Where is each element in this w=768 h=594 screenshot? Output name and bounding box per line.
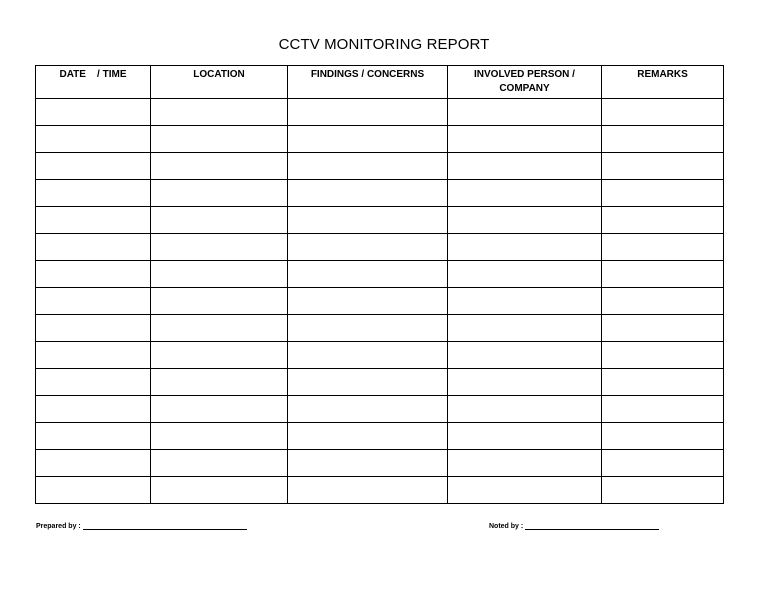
column-header-involved-person: INVOLVED PERSON / COMPANY	[448, 66, 602, 99]
table-cell[interactable]	[36, 234, 151, 261]
table-row	[36, 207, 724, 234]
table-cell[interactable]	[602, 396, 724, 423]
table-cell[interactable]	[151, 369, 288, 396]
table-cell[interactable]	[151, 477, 288, 504]
prepared-by-label: Prepared by :	[36, 523, 81, 530]
prepared-by-field	[36, 521, 247, 530]
table-row	[36, 261, 724, 288]
noted-by-label: Noted by :	[489, 523, 524, 530]
table-cell[interactable]	[36, 207, 151, 234]
table-cell[interactable]	[602, 207, 724, 234]
table-cell[interactable]	[448, 126, 602, 153]
table-cell[interactable]	[288, 450, 448, 477]
report-table	[35, 65, 724, 504]
table-cell[interactable]	[602, 99, 724, 126]
table-row	[36, 180, 724, 207]
table-cell[interactable]	[151, 342, 288, 369]
table-cell[interactable]	[151, 396, 288, 423]
table-cell[interactable]	[448, 396, 602, 423]
table-cell[interactable]	[602, 261, 724, 288]
table-cell[interactable]	[288, 126, 448, 153]
report-title: CCTV MONITORING REPORT	[278, 36, 490, 53]
table-cell[interactable]	[151, 99, 288, 126]
table-cell[interactable]	[448, 99, 602, 126]
column-header-location: LOCATION	[151, 66, 288, 99]
table-cell[interactable]	[36, 288, 151, 315]
table-cell[interactable]	[448, 369, 602, 396]
table-row	[36, 153, 724, 180]
table-cell[interactable]	[448, 477, 602, 504]
table-cell[interactable]	[448, 153, 602, 180]
table-header-row	[36, 66, 724, 99]
noted-by-field	[489, 521, 659, 530]
table-cell[interactable]	[151, 207, 288, 234]
table-cell[interactable]	[36, 477, 151, 504]
table-cell[interactable]	[36, 342, 151, 369]
table-cell[interactable]	[36, 315, 151, 342]
table-cell[interactable]	[288, 153, 448, 180]
table-cell[interactable]	[151, 126, 288, 153]
table-cell[interactable]	[288, 423, 448, 450]
table-cell[interactable]	[288, 180, 448, 207]
table-cell[interactable]	[36, 99, 151, 126]
table-cell[interactable]	[151, 180, 288, 207]
table-row	[36, 369, 724, 396]
table-row	[36, 234, 724, 261]
table-cell[interactable]	[151, 288, 288, 315]
table-cell[interactable]	[448, 450, 602, 477]
table-cell[interactable]	[288, 369, 448, 396]
table-row	[36, 99, 724, 126]
table-body	[36, 99, 724, 504]
table-cell[interactable]	[602, 450, 724, 477]
table-cell[interactable]	[151, 450, 288, 477]
table-cell[interactable]	[151, 234, 288, 261]
table-cell[interactable]	[36, 261, 151, 288]
table-cell[interactable]	[288, 477, 448, 504]
table-cell[interactable]	[288, 288, 448, 315]
table-cell[interactable]	[288, 234, 448, 261]
table-cell[interactable]	[36, 153, 151, 180]
table-cell[interactable]	[36, 450, 151, 477]
table-cell[interactable]	[288, 207, 448, 234]
table-row	[36, 342, 724, 369]
table-row	[36, 423, 724, 450]
column-header-date-time: DATE / TIME	[36, 66, 151, 99]
table-cell[interactable]	[448, 207, 602, 234]
table-cell[interactable]	[602, 180, 724, 207]
prepared-by-signature-line[interactable]	[83, 521, 247, 530]
table-cell[interactable]	[151, 261, 288, 288]
table-row	[36, 288, 724, 315]
table-cell[interactable]	[151, 153, 288, 180]
table-cell[interactable]	[448, 342, 602, 369]
table-cell[interactable]	[602, 477, 724, 504]
table-cell[interactable]	[448, 234, 602, 261]
table-cell[interactable]	[448, 261, 602, 288]
table-cell[interactable]	[602, 153, 724, 180]
table-row	[36, 315, 724, 342]
noted-by-signature-line[interactable]	[525, 521, 659, 530]
table-cell[interactable]	[602, 423, 724, 450]
table-cell[interactable]	[602, 234, 724, 261]
column-header-remarks: REMARKS	[602, 66, 724, 99]
table-cell[interactable]	[288, 261, 448, 288]
table-cell[interactable]	[288, 99, 448, 126]
table-cell[interactable]	[448, 180, 602, 207]
table-cell[interactable]	[36, 423, 151, 450]
table-cell[interactable]	[288, 315, 448, 342]
table-cell[interactable]	[288, 396, 448, 423]
table-cell[interactable]	[448, 423, 602, 450]
table-cell[interactable]	[448, 288, 602, 315]
table-cell[interactable]	[36, 126, 151, 153]
table-cell[interactable]	[151, 423, 288, 450]
table-row	[36, 396, 724, 423]
table-cell[interactable]	[602, 342, 724, 369]
table-cell[interactable]	[602, 288, 724, 315]
table-cell[interactable]	[448, 315, 602, 342]
table-cell[interactable]	[602, 126, 724, 153]
table-cell[interactable]	[36, 369, 151, 396]
table-cell[interactable]	[288, 342, 448, 369]
table-cell[interactable]	[602, 315, 724, 342]
table-cell[interactable]	[36, 180, 151, 207]
table-cell[interactable]	[151, 315, 288, 342]
table-cell[interactable]	[602, 369, 724, 396]
table-row	[36, 126, 724, 153]
table-cell[interactable]	[36, 396, 151, 423]
table-row	[36, 450, 724, 477]
table-row	[36, 477, 724, 504]
column-header-findings: FINDINGS / CONCERNS	[288, 66, 448, 99]
